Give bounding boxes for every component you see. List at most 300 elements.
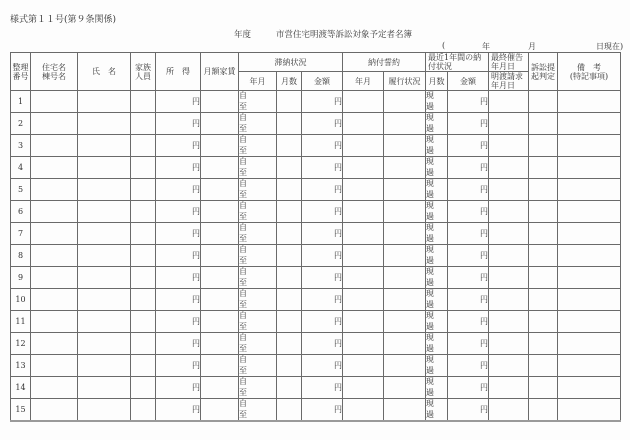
shimei-cell[interactable] <box>78 245 131 267</box>
yen-unit: 円 <box>480 119 488 128</box>
yen-unit: 円 <box>334 405 342 414</box>
seiyaku-ym-cell[interactable] <box>343 333 384 355</box>
kazoku-cell[interactable] <box>131 223 156 245</box>
sosho-cell[interactable] <box>529 355 558 377</box>
biko-cell[interactable] <box>558 311 621 333</box>
shotoku-cell[interactable] <box>156 157 201 179</box>
sosho-cell[interactable] <box>529 223 558 245</box>
tainou-months-cell[interactable] <box>277 355 302 377</box>
saikoku-cell[interactable] <box>489 311 529 333</box>
seiyaku-ym-cell[interactable] <box>343 157 384 179</box>
past-label: 過 <box>426 409 434 419</box>
yen-unit: 円 <box>480 141 488 150</box>
table-row <box>11 135 621 157</box>
tainou-months-cell[interactable] <box>277 91 302 113</box>
tainou-ym-cell[interactable] <box>239 91 277 113</box>
shotoku-cell[interactable] <box>156 399 201 422</box>
table-row <box>11 311 621 333</box>
tainou-months-cell[interactable] <box>277 333 302 355</box>
yen-unit: 円 <box>192 339 200 348</box>
date-year-label: 年 <box>482 42 490 51</box>
from-label: 自 <box>239 179 247 188</box>
recent-months-cell[interactable] <box>426 245 448 267</box>
past-label: 過 <box>426 101 434 111</box>
kazoku-cell[interactable] <box>131 91 156 113</box>
seiyaku-ym-cell[interactable] <box>343 267 384 289</box>
recent-months-cell[interactable] <box>426 399 448 422</box>
kazoku-cell[interactable] <box>131 201 156 223</box>
shimei-cell[interactable] <box>78 113 131 135</box>
tainou-amount-cell[interactable] <box>302 135 343 157</box>
recent-months-cell[interactable] <box>426 311 448 333</box>
jutaku-cell[interactable] <box>31 355 78 377</box>
current-label: 現 <box>426 311 434 320</box>
shimei-cell[interactable] <box>78 333 131 355</box>
jutaku-cell[interactable] <box>31 113 78 135</box>
yachin-cell[interactable] <box>201 399 239 422</box>
tainou-months-cell[interactable] <box>277 113 302 135</box>
yachin-cell[interactable] <box>201 355 239 377</box>
yen-unit: 円 <box>192 185 200 194</box>
col-biko: 備 考 (特記事項) <box>558 53 621 91</box>
saikoku-cell[interactable] <box>489 377 529 399</box>
seiyaku-status-cell[interactable] <box>384 333 426 355</box>
shotoku-cell[interactable] <box>156 113 201 135</box>
tainou-amount-cell[interactable] <box>302 267 343 289</box>
recent-amount-cell[interactable] <box>448 355 489 377</box>
seiyaku-status-cell[interactable] <box>384 157 426 179</box>
tainou-ym-cell[interactable] <box>239 179 277 201</box>
jutaku-cell[interactable] <box>31 311 78 333</box>
shotoku-cell[interactable] <box>156 135 201 157</box>
tainou-amount-cell[interactable] <box>302 223 343 245</box>
recent-amount-cell[interactable] <box>448 113 489 135</box>
seiyaku-status-cell[interactable] <box>384 377 426 399</box>
yachin-cell[interactable] <box>201 377 239 399</box>
sosho-cell[interactable] <box>529 289 558 311</box>
past-label: 過 <box>426 277 434 287</box>
sosho-cell[interactable] <box>529 399 558 422</box>
row-number: 8 <box>11 245 31 267</box>
current-label: 現 <box>426 157 434 166</box>
biko-cell[interactable] <box>558 91 621 113</box>
biko-cell[interactable] <box>558 377 621 399</box>
yachin-cell[interactable] <box>201 91 239 113</box>
seiyaku-ym-cell[interactable] <box>343 201 384 223</box>
saikoku-cell[interactable] <box>489 201 529 223</box>
saikoku-cell[interactable] <box>489 245 529 267</box>
recent-amount-cell[interactable] <box>448 377 489 399</box>
tainou-amount-cell[interactable] <box>302 201 343 223</box>
yen-unit: 円 <box>192 317 200 326</box>
recent-months-cell[interactable] <box>426 377 448 399</box>
tainou-ym-cell[interactable] <box>239 333 277 355</box>
yachin-cell[interactable] <box>201 245 239 267</box>
shimei-cell[interactable] <box>78 91 131 113</box>
yen-unit: 円 <box>334 185 342 194</box>
yen-unit: 円 <box>480 229 488 238</box>
seiyaku-ym-cell[interactable] <box>343 289 384 311</box>
yen-unit: 円 <box>480 185 488 194</box>
past-label: 過 <box>426 211 434 221</box>
yachin-cell[interactable] <box>201 311 239 333</box>
shimei-cell[interactable] <box>78 289 131 311</box>
tainou-amount-cell[interactable] <box>302 355 343 377</box>
to-label: 至 <box>239 343 247 353</box>
from-label: 自 <box>239 377 247 386</box>
tainou-months-cell[interactable] <box>277 201 302 223</box>
shotoku-cell[interactable] <box>156 311 201 333</box>
saikoku-cell[interactable] <box>489 113 529 135</box>
recent-months-cell[interactable] <box>426 113 448 135</box>
recent-months-cell[interactable] <box>426 223 448 245</box>
shimei-cell[interactable] <box>78 223 131 245</box>
yachin-cell[interactable] <box>201 157 239 179</box>
kazoku-cell[interactable] <box>131 333 156 355</box>
tainou-months-cell[interactable] <box>277 245 302 267</box>
yen-unit: 円 <box>192 405 200 414</box>
seiyaku-status-cell[interactable] <box>384 289 426 311</box>
sosho-cell[interactable] <box>529 377 558 399</box>
row-number: 13 <box>11 355 31 377</box>
shotoku-cell[interactable] <box>156 179 201 201</box>
kazoku-cell[interactable] <box>131 355 156 377</box>
kazoku-cell[interactable] <box>131 245 156 267</box>
col-seiyaku-status: 履行状況 <box>384 72 426 91</box>
row-number: 10 <box>11 289 31 311</box>
recent-months-cell[interactable] <box>426 355 448 377</box>
tainou-ym-cell[interactable] <box>239 289 277 311</box>
seiyaku-ym-cell[interactable] <box>343 223 384 245</box>
yachin-cell[interactable] <box>201 201 239 223</box>
from-label: 自 <box>239 245 247 254</box>
shimei-cell[interactable] <box>78 399 131 422</box>
col-group-recent: 最近1年間の納 付状況 <box>426 53 489 72</box>
yen-unit: 円 <box>480 383 488 392</box>
col-kazoku: 家族 人員 <box>131 53 156 91</box>
recent-amount-cell[interactable] <box>448 91 489 113</box>
from-label: 自 <box>239 201 247 210</box>
col-seiri: 整理 番号 <box>11 53 31 91</box>
past-label: 過 <box>426 321 434 331</box>
saikoku-cell[interactable] <box>489 399 529 422</box>
tainou-months-cell[interactable] <box>277 223 302 245</box>
recent-amount-cell[interactable] <box>448 179 489 201</box>
tainou-ym-cell[interactable] <box>239 135 277 157</box>
yachin-cell[interactable] <box>201 179 239 201</box>
tainou-ym-cell[interactable] <box>239 223 277 245</box>
col-tainou-ym: 年月 <box>239 72 277 91</box>
shimei-cell[interactable] <box>78 179 131 201</box>
biko-cell[interactable] <box>558 355 621 377</box>
tainou-months-cell[interactable] <box>277 289 302 311</box>
tainou-ym-cell[interactable] <box>239 377 277 399</box>
from-label: 自 <box>239 223 247 232</box>
jutaku-cell[interactable] <box>31 91 78 113</box>
seiyaku-ym-cell[interactable] <box>343 91 384 113</box>
yen-unit: 円 <box>192 273 200 282</box>
biko-cell[interactable] <box>558 333 621 355</box>
yen-unit: 円 <box>192 295 200 304</box>
biko-cell[interactable] <box>558 245 621 267</box>
saikoku-cell[interactable] <box>489 91 529 113</box>
tainou-amount-cell[interactable] <box>302 311 343 333</box>
document-title: 市営住宅明渡等訴訟対象予定者名簿 <box>276 30 413 40</box>
tainou-amount-cell[interactable] <box>302 289 343 311</box>
recent-months-cell[interactable] <box>426 157 448 179</box>
shimei-cell[interactable] <box>78 135 131 157</box>
recent-months-cell[interactable] <box>426 179 448 201</box>
recent-amount-cell[interactable] <box>448 311 489 333</box>
jutaku-cell[interactable] <box>31 223 78 245</box>
tainou-amount-cell[interactable] <box>302 179 343 201</box>
sosho-cell[interactable] <box>529 135 558 157</box>
table-row <box>11 333 621 355</box>
recent-amount-cell[interactable] <box>448 223 489 245</box>
from-label: 自 <box>239 289 247 298</box>
shotoku-cell[interactable] <box>156 333 201 355</box>
to-label: 至 <box>239 145 247 155</box>
yen-unit: 円 <box>192 383 200 392</box>
sosho-cell[interactable] <box>529 201 558 223</box>
from-label: 自 <box>239 311 247 320</box>
kazoku-cell[interactable] <box>131 157 156 179</box>
row-number: 12 <box>11 333 31 355</box>
shotoku-cell[interactable] <box>156 377 201 399</box>
col-seiyaku-ym: 年月 <box>343 72 384 91</box>
kazoku-cell[interactable] <box>131 311 156 333</box>
table-row <box>11 377 621 399</box>
saikoku-cell[interactable] <box>489 223 529 245</box>
seiyaku-status-cell[interactable] <box>384 201 426 223</box>
tainou-amount-cell[interactable] <box>302 91 343 113</box>
yachin-cell[interactable] <box>201 267 239 289</box>
jutaku-cell[interactable] <box>31 157 78 179</box>
current-label: 現 <box>426 399 434 408</box>
saikoku-cell[interactable] <box>489 179 529 201</box>
biko-cell[interactable] <box>558 289 621 311</box>
tainou-ym-cell[interactable] <box>239 157 277 179</box>
saikoku-cell[interactable] <box>489 267 529 289</box>
seiyaku-status-cell[interactable] <box>384 245 426 267</box>
sosho-cell[interactable] <box>529 91 558 113</box>
col-yachin: 月額家賃 <box>201 53 239 91</box>
kazoku-cell[interactable] <box>131 113 156 135</box>
yachin-cell[interactable] <box>201 135 239 157</box>
fiscal-year-label: 年度 <box>234 30 252 40</box>
seiyaku-status-cell[interactable] <box>384 113 426 135</box>
shotoku-cell[interactable] <box>156 245 201 267</box>
table-row <box>11 267 621 289</box>
kazoku-cell[interactable] <box>131 267 156 289</box>
biko-cell[interactable] <box>558 157 621 179</box>
shotoku-cell[interactable] <box>156 201 201 223</box>
recent-amount-cell[interactable] <box>448 157 489 179</box>
date-day-label: 日現在) <box>596 42 624 51</box>
shotoku-cell[interactable] <box>156 355 201 377</box>
seiyaku-ym-cell[interactable] <box>343 377 384 399</box>
tainou-amount-cell[interactable] <box>302 399 343 422</box>
jutaku-cell[interactable] <box>31 179 78 201</box>
biko-cell[interactable] <box>558 113 621 135</box>
yachin-cell[interactable] <box>201 333 239 355</box>
table-row <box>11 157 621 179</box>
yen-unit: 円 <box>334 361 342 370</box>
seiyaku-ym-cell[interactable] <box>343 355 384 377</box>
tainou-ym-cell[interactable] <box>239 355 277 377</box>
shotoku-cell[interactable] <box>156 223 201 245</box>
recent-months-cell[interactable] <box>426 267 448 289</box>
tainou-amount-cell[interactable] <box>302 113 343 135</box>
kazoku-cell[interactable] <box>131 399 156 422</box>
recent-amount-cell[interactable] <box>448 267 489 289</box>
sosho-cell[interactable] <box>529 245 558 267</box>
recent-months-cell[interactable] <box>426 91 448 113</box>
shotoku-cell[interactable] <box>156 267 201 289</box>
tainou-ym-cell[interactable] <box>239 201 277 223</box>
saikoku-cell[interactable] <box>489 333 529 355</box>
seiyaku-ym-cell[interactable] <box>343 135 384 157</box>
jutaku-cell[interactable] <box>31 135 78 157</box>
tainou-amount-cell[interactable] <box>302 333 343 355</box>
yachin-cell[interactable] <box>201 289 239 311</box>
shotoku-cell[interactable] <box>156 91 201 113</box>
past-label: 過 <box>426 365 434 375</box>
seiyaku-ym-cell[interactable] <box>343 179 384 201</box>
kazoku-cell[interactable] <box>131 179 156 201</box>
saikoku-cell[interactable] <box>489 355 529 377</box>
kazoku-cell[interactable] <box>131 135 156 157</box>
jutaku-cell[interactable] <box>31 399 78 422</box>
tainou-ym-cell[interactable] <box>239 399 277 422</box>
yen-unit: 円 <box>192 229 200 238</box>
seiyaku-ym-cell[interactable] <box>343 245 384 267</box>
shimei-cell[interactable] <box>78 311 131 333</box>
sosho-cell[interactable] <box>529 311 558 333</box>
yen-unit: 円 <box>480 339 488 348</box>
row-number: 11 <box>11 311 31 333</box>
seiyaku-status-cell[interactable] <box>384 179 426 201</box>
col-recent-amount: 金額 <box>448 72 489 91</box>
shimei-cell[interactable] <box>78 201 131 223</box>
yen-unit: 円 <box>334 141 342 150</box>
tainou-months-cell[interactable] <box>277 157 302 179</box>
to-label: 至 <box>239 167 247 177</box>
seiyaku-status-cell[interactable] <box>384 355 426 377</box>
seiyaku-status-cell[interactable] <box>384 267 426 289</box>
tainou-amount-cell[interactable] <box>302 377 343 399</box>
jutaku-cell[interactable] <box>31 377 78 399</box>
jutaku-cell[interactable] <box>31 289 78 311</box>
yen-unit: 円 <box>334 207 342 216</box>
biko-cell[interactable] <box>558 179 621 201</box>
recent-amount-cell[interactable] <box>448 333 489 355</box>
seiyaku-ym-cell[interactable] <box>343 113 384 135</box>
biko-cell[interactable] <box>558 135 621 157</box>
recent-amount-cell[interactable] <box>448 289 489 311</box>
saikoku-cell[interactable] <box>489 135 529 157</box>
recent-months-cell[interactable] <box>426 201 448 223</box>
seiyaku-status-cell[interactable] <box>384 311 426 333</box>
yachin-cell[interactable] <box>201 223 239 245</box>
yen-unit: 円 <box>192 119 200 128</box>
saikoku-cell[interactable] <box>489 157 529 179</box>
sosho-cell[interactable] <box>529 113 558 135</box>
current-label: 現 <box>426 113 434 122</box>
jutaku-cell[interactable] <box>31 267 78 289</box>
recent-amount-cell[interactable] <box>448 201 489 223</box>
shimei-cell[interactable] <box>78 355 131 377</box>
recent-months-cell[interactable] <box>426 289 448 311</box>
tainou-ym-cell[interactable] <box>239 267 277 289</box>
tainou-months-cell[interactable] <box>277 267 302 289</box>
shimei-cell[interactable] <box>78 157 131 179</box>
biko-cell[interactable] <box>558 267 621 289</box>
recent-amount-cell[interactable] <box>448 245 489 267</box>
tainou-months-cell[interactable] <box>277 399 302 422</box>
kazoku-cell[interactable] <box>131 289 156 311</box>
from-label: 自 <box>239 355 247 364</box>
shimei-cell[interactable] <box>78 267 131 289</box>
past-label: 過 <box>426 255 434 265</box>
biko-cell[interactable] <box>558 223 621 245</box>
shimei-cell[interactable] <box>78 377 131 399</box>
tainou-amount-cell[interactable] <box>302 245 343 267</box>
yen-unit: 円 <box>192 251 200 260</box>
sosho-cell[interactable] <box>529 333 558 355</box>
table-row <box>11 289 621 311</box>
seiyaku-status-cell[interactable] <box>384 399 426 422</box>
seiyaku-status-cell[interactable] <box>384 91 426 113</box>
yen-unit: 円 <box>480 273 488 282</box>
seiyaku-ym-cell[interactable] <box>343 399 384 422</box>
yen-unit: 円 <box>192 207 200 216</box>
recent-amount-cell[interactable] <box>448 399 489 422</box>
from-label: 自 <box>239 267 247 276</box>
tainou-months-cell[interactable] <box>277 179 302 201</box>
col-shotoku: 所 得 <box>156 53 201 91</box>
tainou-months-cell[interactable] <box>277 135 302 157</box>
kazoku-cell[interactable] <box>131 377 156 399</box>
biko-cell[interactable] <box>558 399 621 422</box>
row-number: 3 <box>11 135 31 157</box>
recent-months-cell[interactable] <box>426 333 448 355</box>
sosho-cell[interactable] <box>529 157 558 179</box>
seiyaku-status-cell[interactable] <box>384 223 426 245</box>
yachin-cell[interactable] <box>201 113 239 135</box>
jutaku-cell[interactable] <box>31 201 78 223</box>
recent-months-cell[interactable] <box>426 135 448 157</box>
tainou-ym-cell[interactable] <box>239 245 277 267</box>
sosho-cell[interactable] <box>529 179 558 201</box>
sosho-cell[interactable] <box>529 267 558 289</box>
seiyaku-ym-cell[interactable] <box>343 311 384 333</box>
recent-amount-cell[interactable] <box>448 135 489 157</box>
shotoku-cell[interactable] <box>156 289 201 311</box>
jutaku-cell[interactable] <box>31 245 78 267</box>
jutaku-cell[interactable] <box>31 333 78 355</box>
tainou-months-cell[interactable] <box>277 311 302 333</box>
seiyaku-status-cell[interactable] <box>384 135 426 157</box>
yen-unit: 円 <box>334 383 342 392</box>
tainou-ym-cell[interactable] <box>239 113 277 135</box>
tainou-amount-cell[interactable] <box>302 157 343 179</box>
yen-unit: 円 <box>480 295 488 304</box>
tainou-months-cell[interactable] <box>277 377 302 399</box>
biko-cell[interactable] <box>558 201 621 223</box>
saikoku-cell[interactable] <box>489 289 529 311</box>
tainou-ym-cell[interactable] <box>239 311 277 333</box>
